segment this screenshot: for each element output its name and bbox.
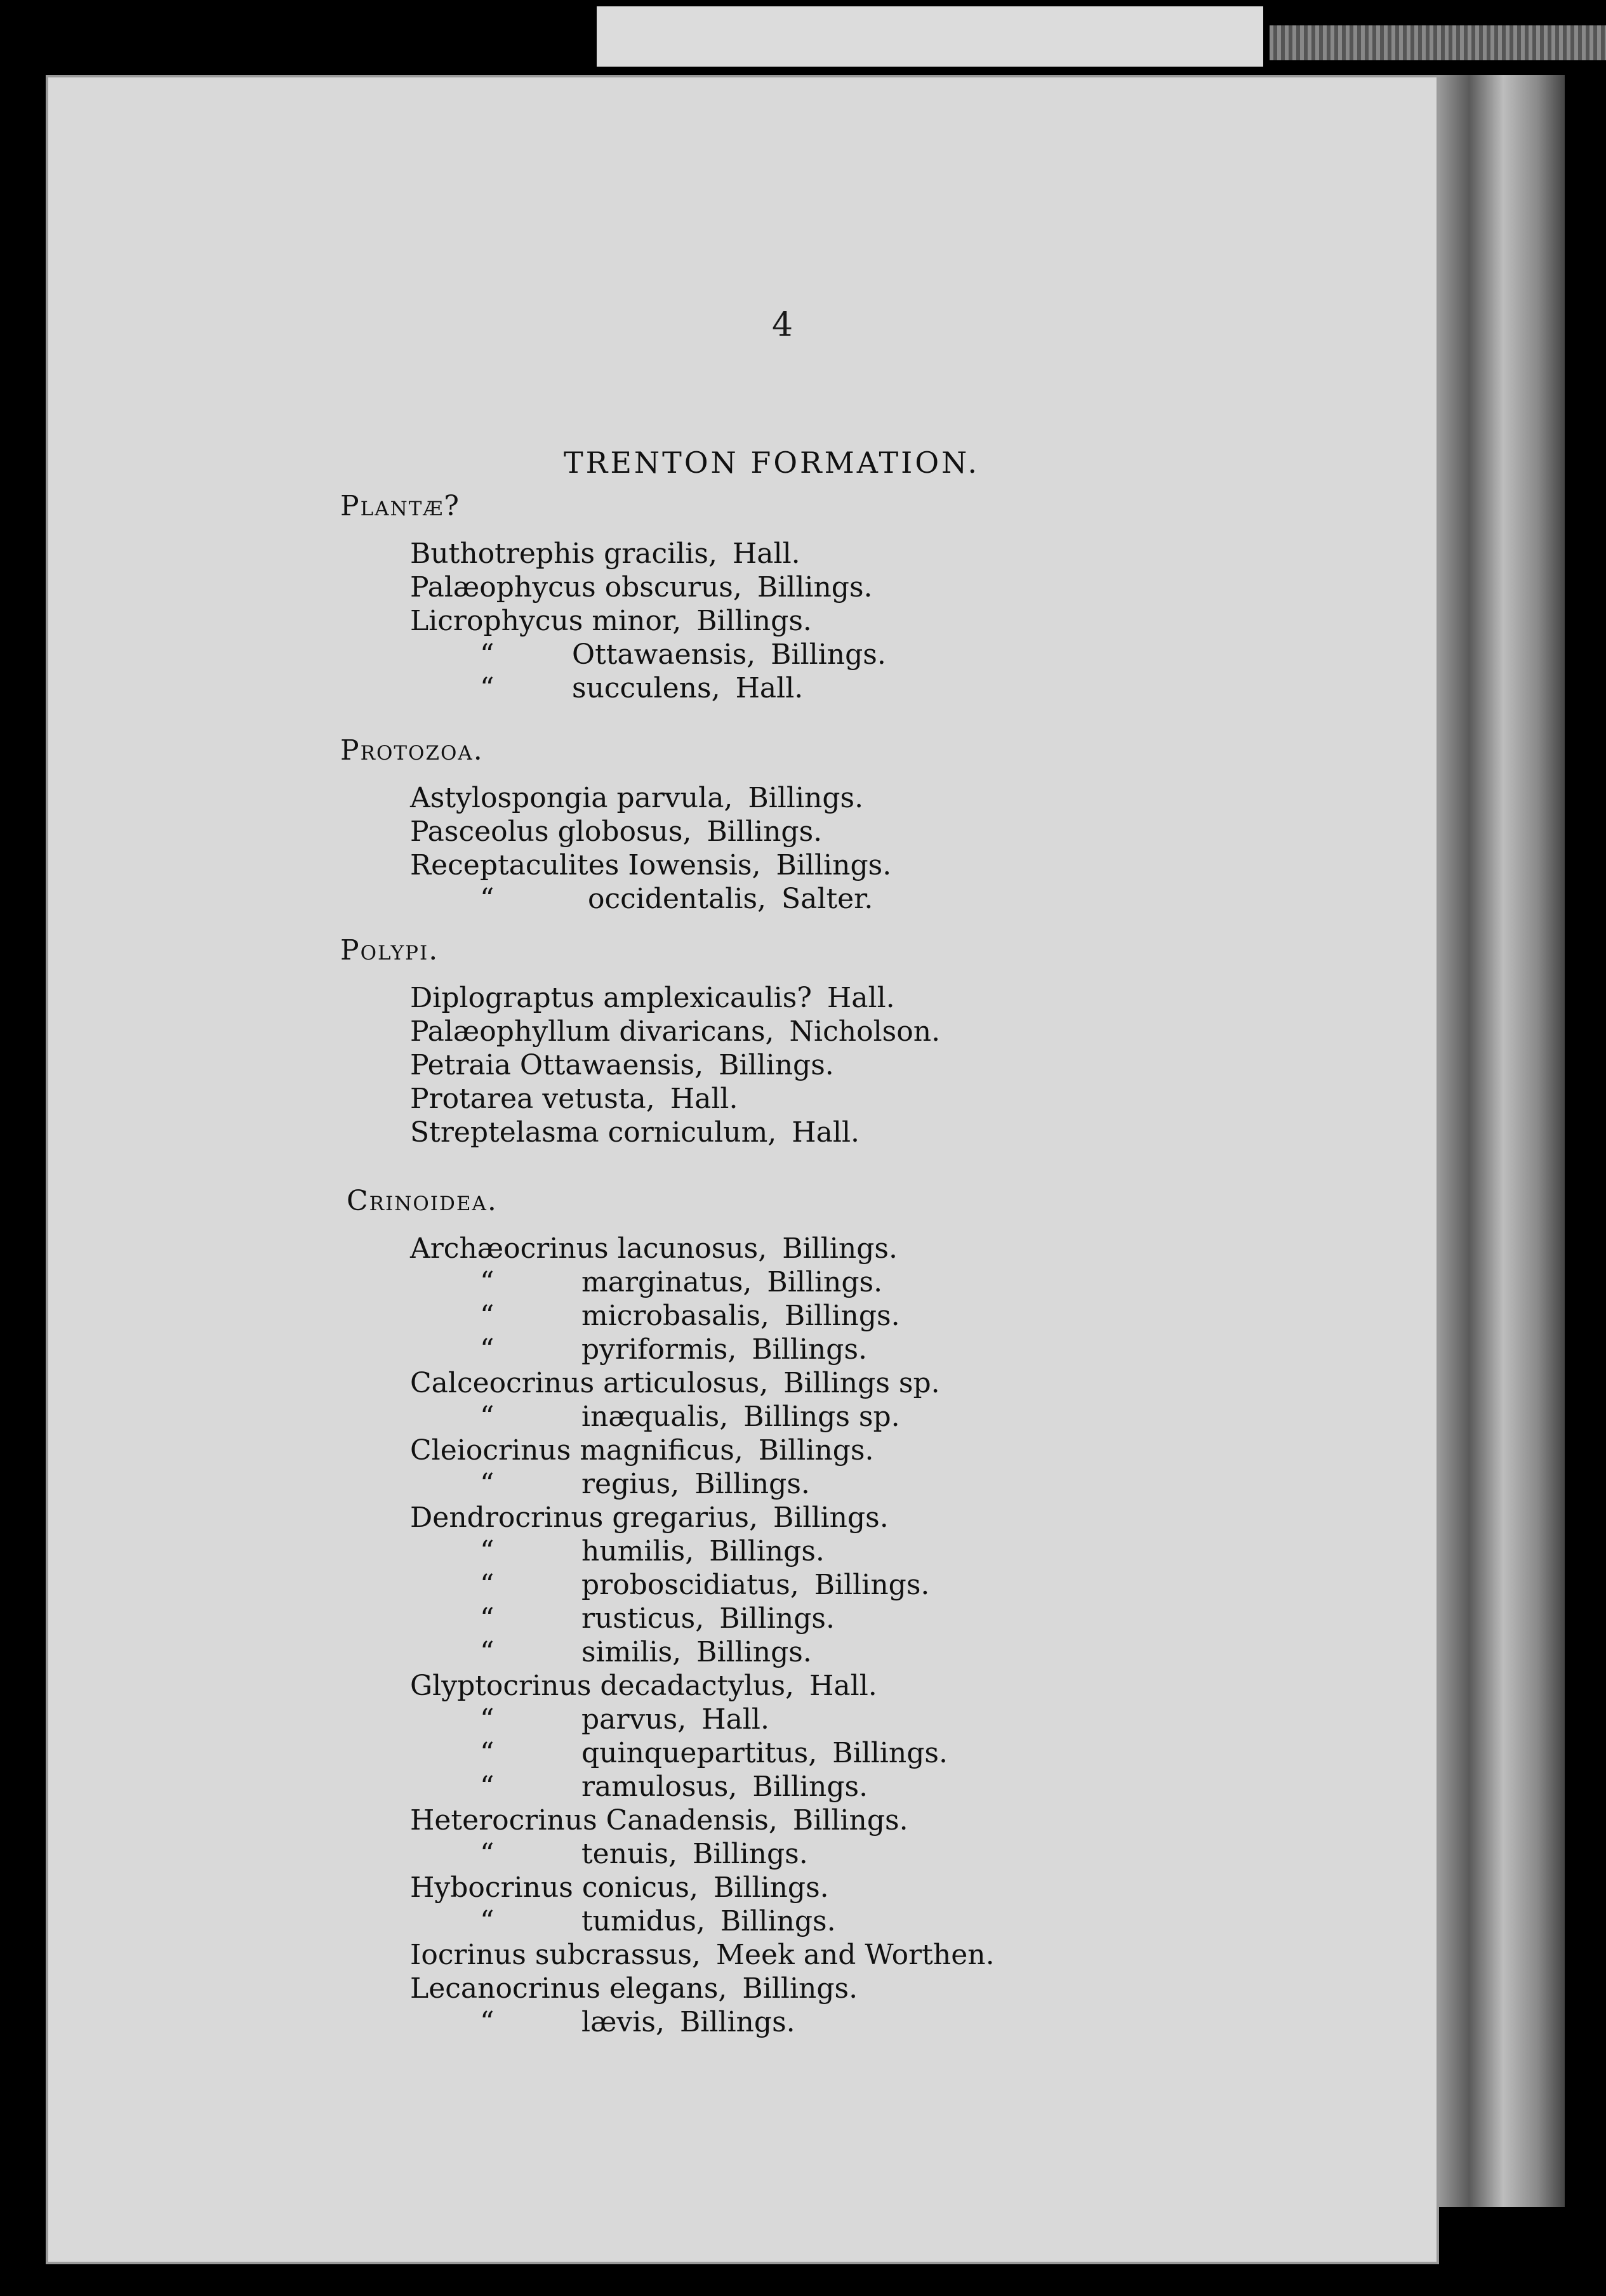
- author-name: Billings.: [719, 1602, 835, 1635]
- taxon-entry: [480, 1300, 900, 1333]
- species-name: marginatus,: [581, 1266, 752, 1298]
- species-name: rusticus,: [581, 1602, 705, 1635]
- ditto-mark: “: [480, 1771, 494, 1803]
- species-name: Petraia Ottawaensis,: [410, 1049, 704, 1081]
- species-name: succulens,: [572, 672, 720, 704]
- author-name: Billings.: [792, 1804, 908, 1837]
- ditto-mark: “: [480, 1737, 494, 1769]
- author-name: Billings.: [832, 1737, 948, 1769]
- species-name: Archæocrinus lacunosus,: [410, 1232, 767, 1265]
- taxon-entry: [410, 1871, 829, 1904]
- ditto-mark: “: [480, 1838, 494, 1870]
- species-name: Pasceolus globosus,: [410, 815, 692, 848]
- author-name: Hall.: [826, 982, 895, 1014]
- author-name: Billings.: [709, 1535, 825, 1567]
- species-name: tenuis,: [581, 1838, 678, 1870]
- taxon-entry: [480, 1636, 812, 1669]
- author-name: Billings.: [752, 1771, 868, 1803]
- species-name: Licrophycus minor,: [410, 605, 682, 637]
- author-name: Billings.: [752, 1333, 868, 1366]
- species-name: Diplograptus amplexicaulis?: [410, 982, 812, 1014]
- author-name: Billings.: [719, 1049, 834, 1081]
- ditto-mark: “: [480, 1636, 494, 1668]
- author-name: Billings.: [758, 1434, 874, 1467]
- species-name: Protarea vetusta,: [410, 1083, 655, 1115]
- species-name: pyriformis,: [581, 1333, 737, 1366]
- author-name: Billings sp.: [743, 1401, 900, 1433]
- taxon-entry: [410, 1367, 940, 1400]
- ditto-mark: “: [480, 2006, 494, 2038]
- binding-strip-top: [1270, 25, 1606, 60]
- taxon-entry: [480, 1737, 948, 1770]
- species-name: Astylospongia parvula,: [410, 782, 733, 814]
- species-name: Calceocrinus articulosus,: [410, 1367, 769, 1399]
- taxon-entry: [410, 1083, 738, 1116]
- taxon-entry: [480, 883, 873, 916]
- species-name: Lecanocrinus elegans,: [410, 1972, 727, 2005]
- author-name: Billings.: [679, 2006, 795, 2038]
- taxon-entry: [480, 672, 803, 705]
- species-name: ramulosus,: [581, 1771, 738, 1803]
- author-name: Hall.: [735, 672, 804, 704]
- species-name: Hybocrinus conicus,: [410, 1871, 698, 1904]
- taxon-entry: [410, 782, 863, 815]
- author-name: Billings.: [757, 571, 873, 604]
- species-name: Glyptocrinus decadactylus,: [410, 1670, 795, 1702]
- taxon-entry: [410, 1434, 873, 1467]
- author-name: Meek and Worthen.: [715, 1939, 995, 1971]
- ditto-mark: “: [480, 1401, 494, 1433]
- species-name: Palæophyllum divaricans,: [410, 1015, 774, 1048]
- author-name: Billings sp.: [783, 1367, 940, 1399]
- taxon-entry: [410, 982, 895, 1015]
- author-name: Billings.: [707, 815, 823, 848]
- species-name: Streptelasma corniculum,: [410, 1116, 777, 1149]
- taxon-entry: [410, 1116, 859, 1149]
- ditto-mark: “: [480, 638, 494, 671]
- formation-title: TRENTON FORMATION.: [564, 445, 979, 480]
- species-name: tumidus,: [581, 1905, 705, 1937]
- ditto-mark: “: [480, 672, 494, 704]
- taxon-entry: [480, 638, 886, 671]
- author-name: Salter.: [781, 883, 873, 915]
- taxon-entry: [480, 1468, 810, 1501]
- author-name: Hall.: [670, 1083, 738, 1115]
- author-name: Billings.: [782, 1232, 898, 1265]
- taxon-entry: [410, 815, 822, 848]
- taxon-entry: [410, 849, 891, 882]
- taxon-entry: [410, 1501, 889, 1534]
- author-name: Billings.: [696, 1636, 812, 1668]
- taxon-entry: [410, 1232, 898, 1265]
- author-name: Hall.: [792, 1116, 860, 1149]
- ditto-mark: “: [480, 1905, 494, 1937]
- author-name: Billings.: [814, 1569, 930, 1601]
- section-heading: Polypi.: [340, 934, 439, 967]
- section-heading: Plantæ?: [340, 490, 461, 522]
- document-page: [46, 75, 1439, 2264]
- species-name: Ottawaensis,: [572, 638, 756, 671]
- taxon-entry: [410, 1049, 834, 1082]
- taxon-entry: [480, 2006, 795, 2039]
- ditto-mark: “: [480, 883, 494, 915]
- taxon-entry: [410, 1939, 995, 1972]
- author-name: Billings.: [748, 782, 864, 814]
- book-spine: [1428, 75, 1565, 2207]
- author-name: Billings.: [742, 1972, 858, 2005]
- taxon-entry: [410, 605, 812, 638]
- ditto-mark: “: [480, 1300, 494, 1332]
- species-name: Buthotrephis gracilis,: [410, 538, 717, 570]
- paper-tab-top: [597, 6, 1263, 67]
- species-name: Cleiocrinus magnificus,: [410, 1434, 743, 1467]
- taxon-entry: [410, 538, 800, 571]
- species-name: occidentalis,: [588, 883, 767, 915]
- ditto-mark: “: [480, 1468, 494, 1500]
- taxon-entry: [480, 1703, 769, 1736]
- species-name: Heterocrinus Canadensis,: [410, 1804, 778, 1837]
- taxon-entry: [480, 1838, 808, 1871]
- taxon-entry: [410, 1972, 858, 2005]
- author-name: Billings.: [784, 1300, 900, 1332]
- taxon-entry: [480, 1401, 900, 1434]
- page-number: 4: [772, 306, 793, 344]
- taxon-entry: [480, 1602, 835, 1635]
- author-name: Billings.: [773, 1501, 889, 1534]
- author-name: Nicholson.: [789, 1015, 941, 1048]
- author-name: Hall.: [701, 1703, 769, 1736]
- author-name: Billings.: [713, 1871, 829, 1904]
- ditto-mark: “: [480, 1535, 494, 1567]
- author-name: Billings.: [776, 849, 892, 881]
- species-name: quinquepartitus,: [581, 1737, 818, 1769]
- ditto-mark: “: [480, 1703, 494, 1736]
- species-name: inæqualis,: [581, 1401, 729, 1433]
- species-name: proboscidiatus,: [581, 1569, 799, 1601]
- species-name: Iocrinus subcrassus,: [410, 1939, 701, 1971]
- author-name: Billings.: [693, 1838, 808, 1870]
- author-name: Billings.: [771, 638, 886, 671]
- taxon-entry: [480, 1333, 867, 1366]
- ditto-mark: “: [480, 1266, 494, 1298]
- taxon-entry: [480, 1266, 882, 1299]
- species-name: similis,: [581, 1636, 682, 1668]
- taxon-entry: [480, 1905, 836, 1938]
- species-name: regius,: [581, 1468, 680, 1500]
- species-name: Palæophycus obscurus,: [410, 571, 742, 604]
- taxon-entry: [480, 1569, 929, 1602]
- author-name: Hall.: [732, 538, 800, 570]
- author-name: Hall.: [809, 1670, 877, 1702]
- species-name: humilis,: [581, 1535, 694, 1567]
- species-name: microbasalis,: [581, 1300, 769, 1332]
- ditto-mark: “: [480, 1333, 494, 1366]
- author-name: Billings.: [696, 605, 812, 637]
- section-heading: Crinoidea.: [347, 1185, 498, 1217]
- species-name: lævis,: [581, 2006, 665, 2038]
- taxon-entry: [410, 571, 873, 604]
- author-name: Billings.: [694, 1468, 810, 1500]
- author-name: Billings.: [720, 1905, 836, 1937]
- ditto-mark: “: [480, 1602, 494, 1635]
- taxon-entry: [410, 1015, 940, 1048]
- author-name: Billings.: [767, 1266, 883, 1298]
- taxon-entry: [410, 1670, 877, 1703]
- taxon-entry: [480, 1535, 825, 1568]
- taxon-entry: [410, 1804, 908, 1837]
- ditto-mark: “: [480, 1569, 494, 1601]
- species-name: parvus,: [581, 1703, 687, 1736]
- taxon-entry: [480, 1771, 868, 1804]
- species-name: Receptaculites Iowensis,: [410, 849, 761, 881]
- species-name: Dendrocrinus gregarius,: [410, 1501, 758, 1534]
- section-heading: Protozoa.: [340, 734, 484, 767]
